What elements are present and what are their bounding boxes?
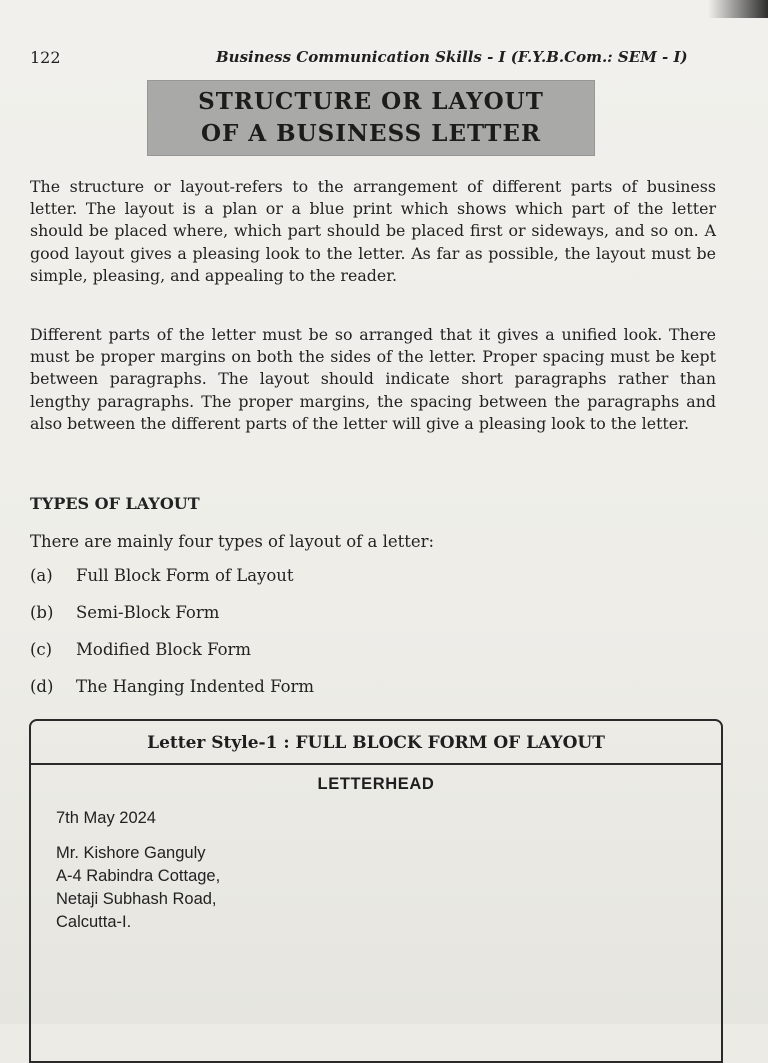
list-item-text: Semi-Block Form — [76, 603, 220, 622]
recipient-address — [56, 842, 220, 934]
paragraph-arrangement: Different parts of the letter must be so arranged that it gives a unified look. There must be proper margins on both the sides of the letter. Proper spacing must be kept between paragraphs. The layout should indicate short paragraphs rather than lengthy paragraphs. The proper margins, the spacing between the paragraphs and also between the different parts of the letter will give a pleasing look to the letter. — [30, 325, 716, 433]
list-marker: (c) — [30, 640, 53, 659]
page-number: 122 — [30, 48, 61, 67]
address-line: Mr. Kishore Ganguly — [56, 844, 206, 862]
list-marker: (d) — [30, 677, 54, 696]
chapter-title-line-1: STRUCTURE OR LAYOUT — [198, 88, 544, 115]
list-item-text: Modified Block Form — [76, 640, 252, 659]
address-line: Netaji Subhash Road, — [56, 890, 217, 908]
paragraph-structure-definition: The structure or layout-refers to the arrangement of different parts of business letter. The layout is a plan or a blue print which shows which part of the letter should be placed where, which part should be placed first or sideways, and so on. A good layout gives a pleasing look to the letter. As far as possible, the layout must be simple, pleasing, and appealing to the reader. — [30, 177, 716, 285]
list-item-text: Full Block Form of Layout — [76, 566, 294, 585]
address-line: Calcutta-I. — [56, 913, 132, 931]
chapter-title-box — [147, 80, 595, 156]
page-corner-shadow — [708, 0, 768, 18]
address-line: A-4 Rabindra Cottage, — [56, 867, 221, 885]
letterhead-label: LETTERHEAD — [317, 775, 435, 793]
running-title: Business Communication Skills - I (F.Y.B.Com.: SEM - I) — [216, 48, 688, 66]
list-item — [30, 603, 314, 640]
list-marker: (a) — [30, 566, 53, 585]
list-item-text: The Hanging Indented Form — [76, 677, 315, 696]
chapter-title-line-2: OF A BUSINESS LETTER — [200, 120, 542, 147]
page-header — [30, 46, 720, 72]
letter-style-box — [29, 719, 723, 1063]
letter-style-title: Letter Style-1 : FULL BLOCK FORM OF LAYOUT — [31, 721, 721, 765]
section-heading-types: TYPES OF LAYOUT — [30, 494, 200, 513]
list-item — [30, 566, 314, 603]
layout-types-list — [30, 566, 314, 714]
list-marker: (b) — [30, 603, 54, 622]
letter-date: 7th May 2024 — [56, 809, 156, 827]
list-item — [30, 677, 314, 714]
list-item — [30, 640, 314, 677]
types-intro: There are mainly four types of layout of a letter: — [30, 532, 435, 551]
